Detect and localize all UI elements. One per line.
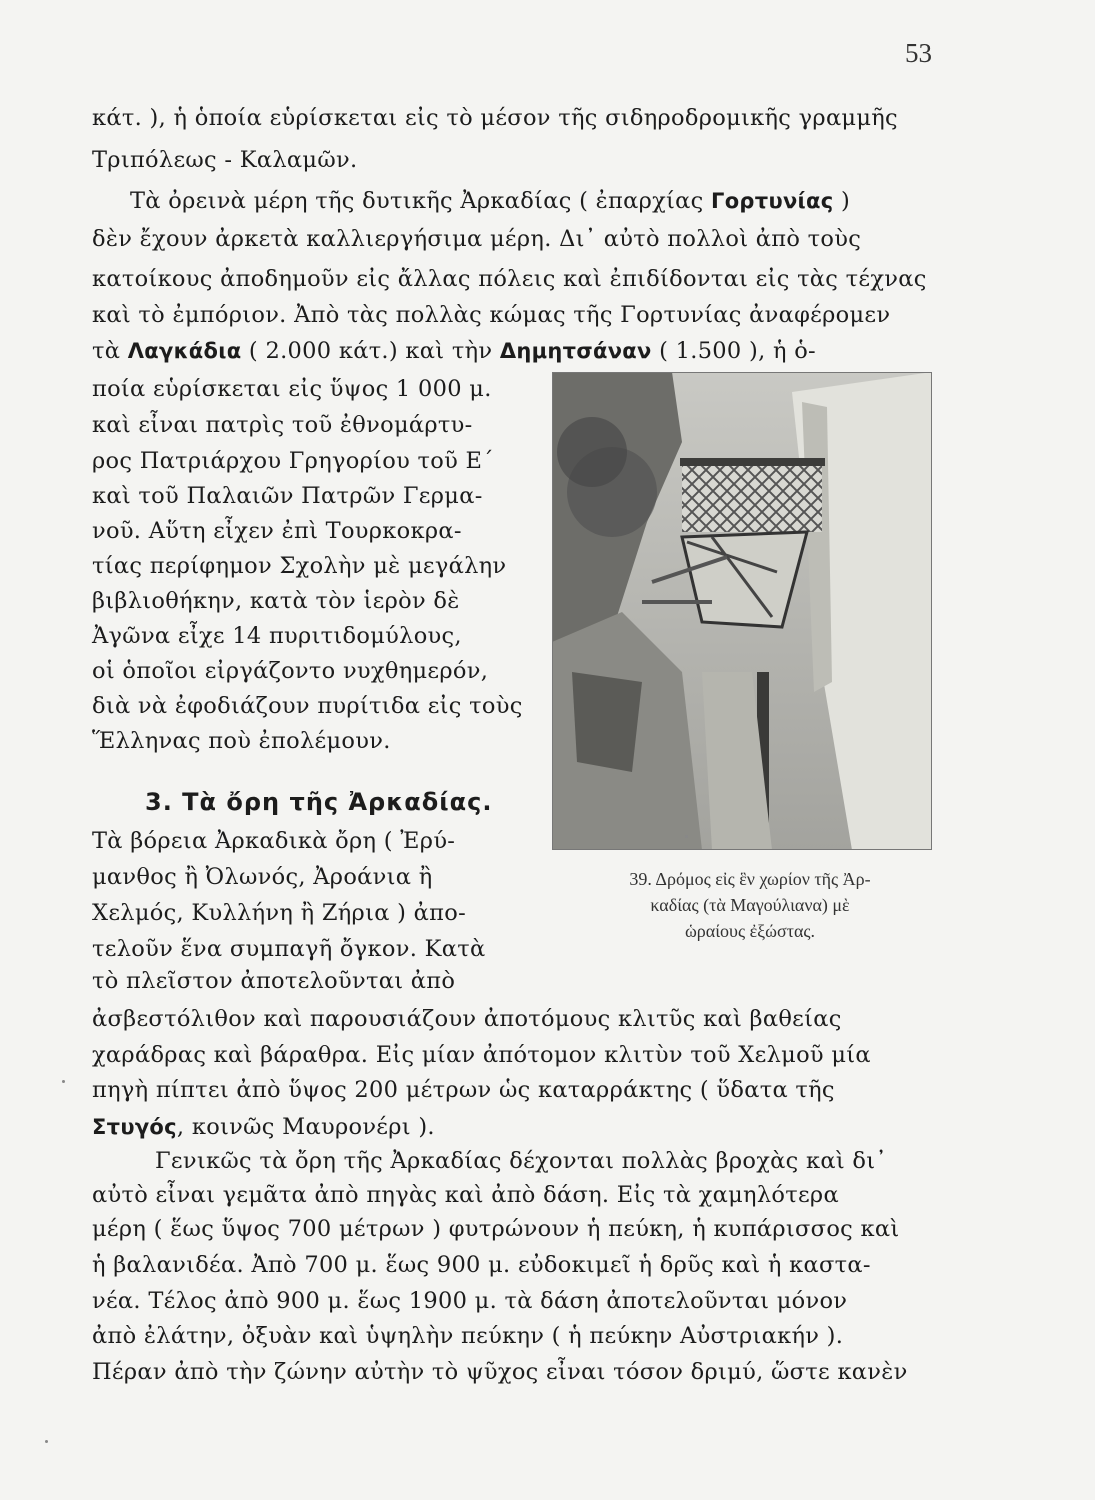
text-line: μανθος ἢ Ὀλωνός, Ἀροάνια ἢ <box>92 864 433 890</box>
text-span: Τὰ ὀρεινὰ μέρη τῆς δυτικῆς Ἀρκαδίας ( ἐπαρχίας <box>130 188 712 214</box>
text-line: κάτ. ), ἡ ὁποία εὑρίσκεται εἰς τὸ μέσον τῆς σιδηροδρομικῆς γραμμῆς <box>92 105 898 131</box>
paper-speck <box>62 1080 65 1083</box>
text-line: ρος Πατριάρχου Γρηγορίου τοῦ Ε΄ <box>92 448 494 474</box>
text-line: τελοῦν ἕνα συμπαγῆ ὄγκον. Κατὰ <box>92 936 486 962</box>
text-line: ποία εὑρίσκεται εἰς ὕψος 1 000 μ. <box>92 376 492 402</box>
section-heading: 3. Τὰ ὄρη τῆς Ἀρκαδίας. <box>145 788 493 816</box>
text-line: μέρη ( ἕως ὕψος 700 μέτρων ) φυτρώνουν ἡ πεύκη, ἡ κυπάρισσος καὶ <box>92 1216 900 1242</box>
text-line <box>130 186 990 216</box>
text-line: καὶ τὸ ἐμπόριον. Ἀπὸ τὰς πολλὰς κώμας τῆς Γορτυνίας ἀναφέρομεν <box>92 302 891 328</box>
text-line: Πέραν ἀπὸ τὴν ζώνην αὐτὴν τὸ ψῦχος εἶναι τόσον δριμύ, ὥστε κανὲν <box>92 1359 908 1385</box>
text-span: , κοινῶς Μαυρονέρι ). <box>176 1114 435 1140</box>
text-line: χαράδρας καὶ βάραθρα. Εἰς μίαν ἀπότομον κλιτὺν τοῦ Χελμοῦ μία <box>92 1042 871 1068</box>
text-line: νοῦ. Αὕτη εἶχεν ἐπὶ Τουρκοκρα- <box>92 518 462 544</box>
text-line: δὲν ἔχουν ἀρκετὰ καλλιεργήσιμα μέρη. Δι᾽ αὐτὸ πολλοὶ ἀπὸ τοὺς <box>92 226 862 252</box>
text-line: αὐτὸ εἶναι γεμᾶτα ἀπὸ πηγὰς καὶ ἀπὸ δάση. Εἰς τὰ χαμηλότερα <box>92 1182 839 1208</box>
photo-caption <box>560 866 940 944</box>
text-line: Τριπόλεως - Καλαμῶν. <box>92 147 358 173</box>
text-line: οἱ ὁποῖοι εἰργάζοντο νυχθημερόν, <box>92 658 489 684</box>
photo-illustration <box>552 372 932 850</box>
text-line: Γενικῶς τὰ ὄρη τῆς Ἀρκαδίας δέχονται πολλὰς βροχὰς καὶ δι᾽ <box>155 1148 887 1174</box>
text-line: Ἀγῶνα εἶχε 14 πυριτιδομύλους, <box>92 623 462 649</box>
text-span: ) <box>833 188 851 214</box>
text-line: κατοίκους ἀποδημοῦν εἰς ἄλλας πόλεις καὶ ἐπιδίδονται εἰς τὰς τέχνας <box>92 266 927 292</box>
text-line <box>92 1112 952 1142</box>
paper-speck <box>685 835 688 838</box>
page-number: 53 <box>905 38 932 68</box>
text-line: βιβλιοθήκην, κατὰ τὸν ἱερὸν δὲ <box>92 588 460 614</box>
text-line: Ἕλληνας ποὺ ἐπολέμουν. <box>92 728 391 754</box>
bold-term: Στυγός <box>92 1115 177 1139</box>
caption-line: καδίας (τὰ Μαγούλιανα) μὲ <box>650 895 850 915</box>
text-span: ( 2.000 κάτ.) καὶ τὴν <box>241 338 500 364</box>
text-line: πηγὴ πίπτει ἀπὸ ὕψος 200 μέτρων ὡς καταρράκτης ( ὕδατα τῆς <box>92 1077 835 1103</box>
village-street-photo <box>552 372 932 850</box>
text-line: καὶ τοῦ Παλαιῶν Πατρῶν Γερμα- <box>92 483 483 509</box>
text-line: διὰ νὰ ἐφοδιάζουν πυρίτιδα εἰς τοὺς <box>92 693 523 719</box>
paper-speck <box>45 1440 48 1443</box>
text-line: τὸ πλεῖστον ἀποτελοῦνται ἀπὸ <box>92 968 456 994</box>
text-line: ἀσβεστόλιθον καὶ παρουσιάζουν ἀποτόμους κλιτῦς καὶ βαθείας <box>92 1006 842 1032</box>
text-span: τὰ <box>92 338 128 364</box>
caption-line: 39. Δρόμος εἰς ἓν χωρίον τῆς Ἀρ- <box>629 869 871 889</box>
bold-term: Γορτυνίας <box>711 189 834 213</box>
text-span: ( 1.500 ), ἡ ὁ- <box>651 338 816 364</box>
caption-line: ὡραίους ἐξώστας. <box>684 921 816 941</box>
text-line: Χελμός, Κυλλήνη ἢ Ζήρια ) ἀπο- <box>92 900 467 926</box>
text-line: ἀπὸ ἐλάτην, ὀξυὰν καὶ ὑψηλὴν πεύκην ( ἡ πεύκην Αὐστριακήν ). <box>92 1323 844 1349</box>
text-line: καὶ εἶναι πατρὶς τοῦ ἐθνομάρτυ- <box>92 412 473 438</box>
text-line: νέα. Τέλος ἀπὸ 900 μ. ἕως 1900 μ. τὰ δάση ἀποτελοῦνται μόνον <box>92 1288 848 1314</box>
text-line: τίας περίφημον Σχολὴν μὲ μεγάλην <box>92 553 507 579</box>
text-line: ἡ βαλανιδέα. Ἀπὸ 700 μ. ἕως 900 μ. εὐδοκιμεῖ ἡ δρῦς καὶ ἡ καστα- <box>92 1252 871 1278</box>
bold-term: Δημητσάναν <box>499 339 652 363</box>
bold-term: Λαγκάδια <box>127 339 242 363</box>
text-line: Τὰ βόρεια Ἀρκαδικὰ ὄρη ( Ἐρύ- <box>92 828 456 854</box>
text-line <box>92 336 952 366</box>
